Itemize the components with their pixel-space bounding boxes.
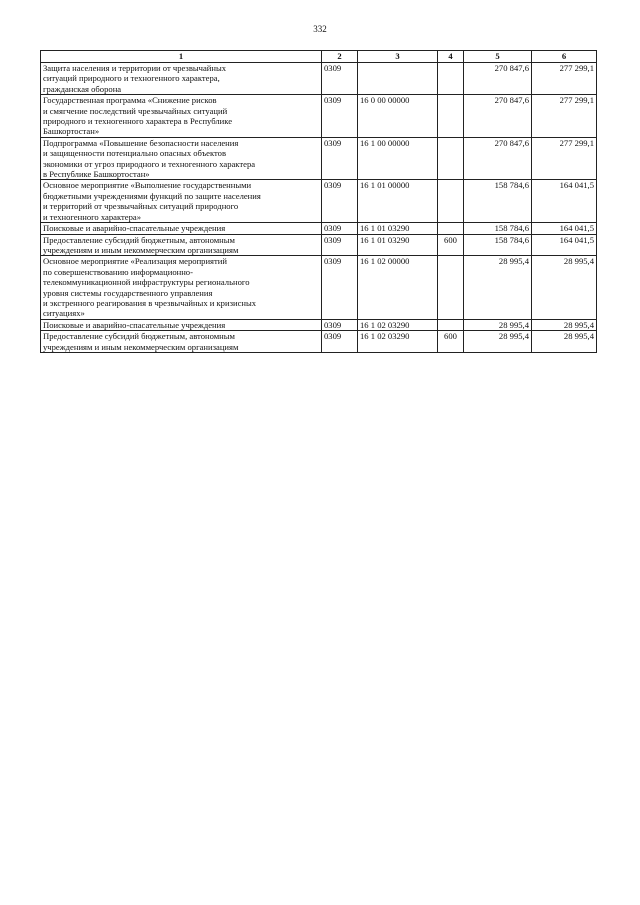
header-row — [41, 51, 597, 63]
row-target-article: 16 0 00 00000 — [358, 95, 438, 138]
row-name: Основное мероприятие «Выполнение государственными бюджетными учреждениями функций по защите населения и территорий от чрезвычайных ситуаций природного и техногенного характера» — [41, 180, 322, 223]
row-expense-type — [438, 95, 464, 138]
header-col-2: 2 — [322, 51, 358, 63]
row-section-code: 0309 — [322, 331, 358, 353]
row-name: Защита населения и территории от чрезвычайных ситуаций природного и техногенного характера, гражданская оборона — [41, 63, 322, 95]
row-name: Поисковые и аварийно-спасательные учреждения — [41, 319, 322, 330]
row-amount-col5: 28 995,4 — [464, 331, 532, 353]
header-col-6: 6 — [532, 51, 597, 63]
row-name: Предоставление субсидий бюджетным, автономным учреждениям и иным некоммерческим организациям — [41, 331, 322, 353]
row-amount-col5: 158 784,6 — [464, 180, 532, 223]
row-section-code: 0309 — [322, 137, 358, 180]
row-expense-type — [438, 319, 464, 330]
row-amount-col5: 270 847,6 — [464, 63, 532, 95]
row-amount-col5: 270 847,6 — [464, 95, 532, 138]
table-header — [41, 51, 597, 63]
row-name: Подпрограмма «Повышение безопасности населения и защищенности потенциально опасных объектов экономики от угроз природного и техногенного характера в Республике Башкортостан» — [41, 137, 322, 180]
table-row — [41, 63, 597, 95]
header-col-5: 5 — [464, 51, 532, 63]
row-expense-type — [438, 180, 464, 223]
row-section-code: 0309 — [322, 234, 358, 256]
table-row — [41, 137, 597, 180]
row-amount-col6: 164 041,5 — [532, 234, 597, 256]
row-target-article — [358, 63, 438, 95]
row-section-code: 0309 — [322, 95, 358, 138]
row-expense-type — [438, 137, 464, 180]
row-name: Поисковые и аварийно-спасательные учреждения — [41, 223, 322, 234]
row-amount-col5: 28 995,4 — [464, 319, 532, 330]
row-amount-col6: 277 299,1 — [532, 63, 597, 95]
row-amount-col6: 28 995,4 — [532, 319, 597, 330]
row-section-code: 0309 — [322, 180, 358, 223]
row-expense-type — [438, 63, 464, 95]
row-amount-col6: 277 299,1 — [532, 137, 597, 180]
row-name: Государственная программа «Снижение рисков и смягчение последствий чрезвычайных ситуаций природного и техногенного характера в Республике Башкортостан» — [41, 95, 322, 138]
table-row — [41, 180, 597, 223]
table-row — [41, 234, 597, 256]
header-col-3: 3 — [358, 51, 438, 63]
row-amount-col6: 164 041,5 — [532, 223, 597, 234]
page-number: 332 — [313, 24, 327, 34]
row-target-article: 16 1 02 03290 — [358, 331, 438, 353]
table-row — [41, 95, 597, 138]
budget-table — [40, 50, 597, 353]
row-section-code: 0309 — [322, 223, 358, 234]
row-name: Предоставление субсидий бюджетным, автономным учреждениям и иным некоммерческим организациям — [41, 234, 322, 256]
table-body — [41, 63, 597, 353]
row-target-article: 16 1 02 03290 — [358, 319, 438, 330]
row-target-article: 16 1 02 00000 — [358, 256, 438, 319]
row-target-article: 16 1 00 00000 — [358, 137, 438, 180]
header-col-1: 1 — [41, 51, 322, 63]
table-row — [41, 331, 597, 353]
row-amount-col6: 28 995,4 — [532, 331, 597, 353]
row-target-article: 16 1 01 03290 — [358, 234, 438, 256]
row-amount-col6: 164 041,5 — [532, 180, 597, 223]
row-amount-col5: 158 784,6 — [464, 234, 532, 256]
table-row — [41, 256, 597, 319]
row-section-code: 0309 — [322, 319, 358, 330]
row-target-article: 16 1 01 03290 — [358, 223, 438, 234]
row-amount-col6: 28 995,4 — [532, 256, 597, 319]
row-name: Основное мероприятие «Реализация мероприятий по совершенствованию информационно- телекоммуникационной инфраструктуры регионального уровня системы государственного управления и экстренного реагирования в чрезвычайных и кризисных ситуациях» — [41, 256, 322, 319]
row-expense-type: 600 — [438, 331, 464, 353]
row-expense-type — [438, 256, 464, 319]
table-row — [41, 319, 597, 330]
row-amount-col5: 158 784,6 — [464, 223, 532, 234]
row-expense-type — [438, 223, 464, 234]
header-col-4: 4 — [438, 51, 464, 63]
row-expense-type: 600 — [438, 234, 464, 256]
row-target-article: 16 1 01 00000 — [358, 180, 438, 223]
row-amount-col5: 270 847,6 — [464, 137, 532, 180]
row-section-code: 0309 — [322, 256, 358, 319]
row-amount-col6: 277 299,1 — [532, 95, 597, 138]
row-section-code: 0309 — [322, 63, 358, 95]
row-amount-col5: 28 995,4 — [464, 256, 532, 319]
table-row — [41, 223, 597, 234]
